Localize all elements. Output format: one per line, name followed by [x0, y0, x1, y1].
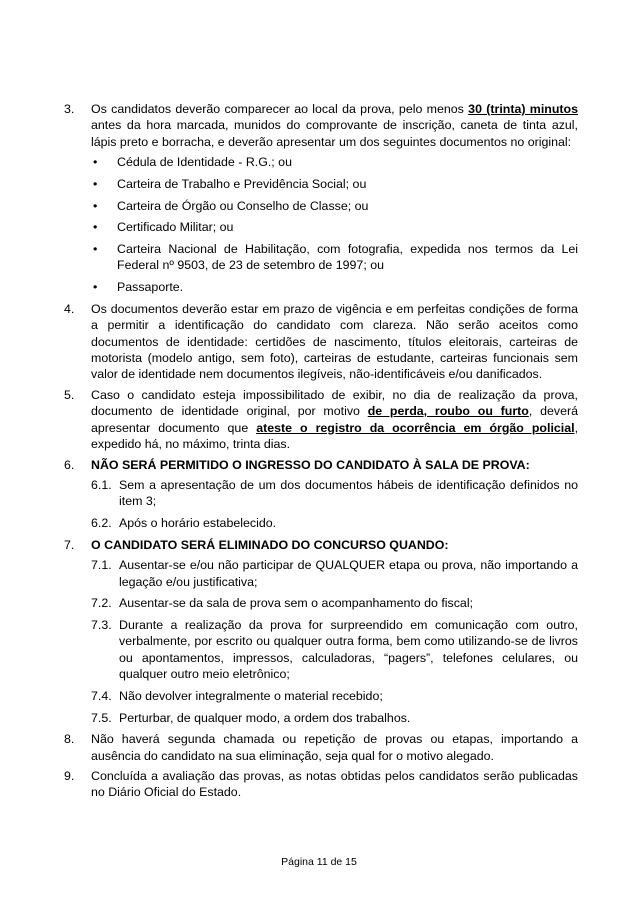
underlined-text: de perda, roubo ou furto [367, 404, 529, 419]
page-footer: Página 11 de 15 [281, 856, 357, 868]
item-paragraph [91, 301, 578, 383]
sub-list [91, 557, 578, 726]
bullet-item [91, 241, 578, 274]
bullet-text: Passaporte. [117, 280, 184, 295]
item-paragraph [91, 731, 578, 764]
bold-heading: O CANDIDATO SERÁ ELIMINADO DO CONCURSO QUANDO: [91, 537, 449, 552]
item-paragraph [91, 537, 578, 553]
sub-item-number: 7.1. [91, 558, 112, 573]
bold-heading: NÃO SERÁ PERMITIDO O INGRESSO DO CANDIDATO À SALA DE PROVA: [91, 457, 530, 472]
bullet-text: Carteira Nacional de Habilitação, com fotografia, expedida nos termos da Lei Federal nº 9503, de 23 de setembro de 1997; ou [117, 242, 578, 273]
list-item [64, 101, 578, 296]
sub-item [91, 557, 578, 590]
bullet-text: Cédula de Identidade - R.G.; ou [117, 155, 292, 170]
text-run: Os documentos deverão estar em prazo de vigência e em perfeitas condições de forma a permitir a identificação do candidato com clareza. Não serão aceitos como documentos de identidade: certidões de nascimento, títulos eleitorais, carteiras de motorista (modelo antigo, sem foto), carteiras de estudante, carteiras funcionais sem valor de identidade nem documentos ilegíveis, não-identificáveis e/ou danificados. [91, 301, 578, 382]
item-number: 8. [64, 732, 75, 747]
item-number: 6. [64, 457, 75, 472]
sub-item-number: 7.4. [91, 688, 112, 703]
bullet-text: Carteira de Órgão ou Conselho de Classe; ou [117, 198, 369, 213]
sub-item [91, 515, 578, 531]
sub-item [91, 595, 578, 611]
underlined-text: ateste o registro da ocorrência em órgão policial [256, 420, 575, 435]
sub-item-text: Durante a realização da prova for surpreendido em comunicação com outro, verbalmente, por escrito ou qualquer outra forma, bem como utilizando-se de livros ou apontamentos, impressos, calculadoras, “pagers”, telefones celulares, ou qualquer outro meio eletrônico; [119, 617, 578, 682]
list-item [64, 387, 578, 453]
text-run: Não haverá segunda chamada ou repetição de provas ou etapas, importando a ausência do candidato na sua eliminação, seja qual for o motivo alegado. [91, 732, 578, 763]
text-run: antes da hora marcada, munidos do comprovante de inscrição, caneta de tinta azul, lápis preto e borracha, e deverão apresentar um dos seguintes documentos no original: [91, 118, 578, 149]
bullet-icon: • [93, 176, 98, 191]
bullet-icon: • [93, 155, 98, 170]
sub-item-number: 7.5. [91, 710, 112, 725]
sub-item [91, 477, 578, 510]
sub-item-number: 7.2. [91, 596, 112, 611]
list-item [64, 768, 578, 801]
document-body [64, 101, 578, 805]
text-run: Os candidatos deverão comparecer ao local da prova, pelo menos [91, 102, 469, 116]
bullet-item [91, 279, 578, 295]
item-number: 9. [64, 769, 75, 784]
item-paragraph [91, 101, 578, 150]
sub-list [91, 477, 578, 532]
sub-item-number: 6.2. [91, 516, 112, 531]
bullet-item [91, 198, 578, 214]
sub-item-text: Sem a apresentação de um dos documentos hábeis de identificação definidos no item 3; [119, 477, 578, 509]
bullet-text: Certificado Militar; ou [117, 220, 234, 235]
sub-item-text: Perturbar, de qualquer modo, a ordem dos trabalhos. [119, 710, 411, 725]
underlined-text: 30 (trinta) minutos [468, 102, 578, 116]
item-number: 4. [64, 301, 75, 316]
sub-item [91, 617, 578, 683]
item-number: 3. [64, 102, 75, 116]
bullet-list [91, 154, 578, 295]
item-number: 7. [64, 537, 75, 552]
bullet-text: Carteira de Trabalho e Previdência Social; ou [117, 176, 367, 191]
text-run: Caso o candidato esteja impossibilitado de exibir, no dia de realização da prova, documento de identidade original, por motivo [91, 387, 578, 419]
list-item [64, 731, 578, 764]
bullet-item [91, 219, 578, 235]
sub-item-text: Ausentar-se da sala de prova sem o acompanhamento do fiscal; [119, 596, 474, 611]
text-run: , deverá apresentar documento que [91, 404, 578, 435]
bullet-item [91, 154, 578, 170]
numbered-list [64, 101, 578, 801]
item-number: 5. [64, 387, 75, 402]
item-paragraph [91, 457, 578, 473]
item-paragraph [91, 768, 578, 801]
list-item [64, 537, 578, 726]
bullet-item [91, 176, 578, 192]
bullet-icon: • [93, 198, 98, 213]
sub-item-number: 6.1. [91, 477, 112, 492]
bullet-icon: • [93, 242, 98, 257]
sub-item [91, 688, 578, 704]
bullet-icon: • [93, 220, 98, 235]
list-item [64, 457, 578, 532]
sub-item-text: Após o horário estabelecido. [119, 516, 277, 531]
sub-item [91, 710, 578, 726]
list-item [64, 301, 578, 383]
sub-item-text: Ausentar-se e/ou não participar de QUALQUER etapa ou prova, não importando a legação e/ou justificativa; [119, 558, 578, 589]
item-paragraph [91, 387, 578, 453]
bullet-icon: • [93, 280, 98, 295]
sub-item-text: Não devolver integralmente o material recebido; [119, 688, 383, 703]
sub-item-number: 7.3. [91, 617, 112, 632]
text-run: , expedido há, no máximo, trinta dias. [91, 420, 579, 452]
text-run: Concluída a avaliação das provas, as notas obtidas pelos candidatos serão publicadas no Diário Oficial do Estado. [91, 769, 578, 800]
